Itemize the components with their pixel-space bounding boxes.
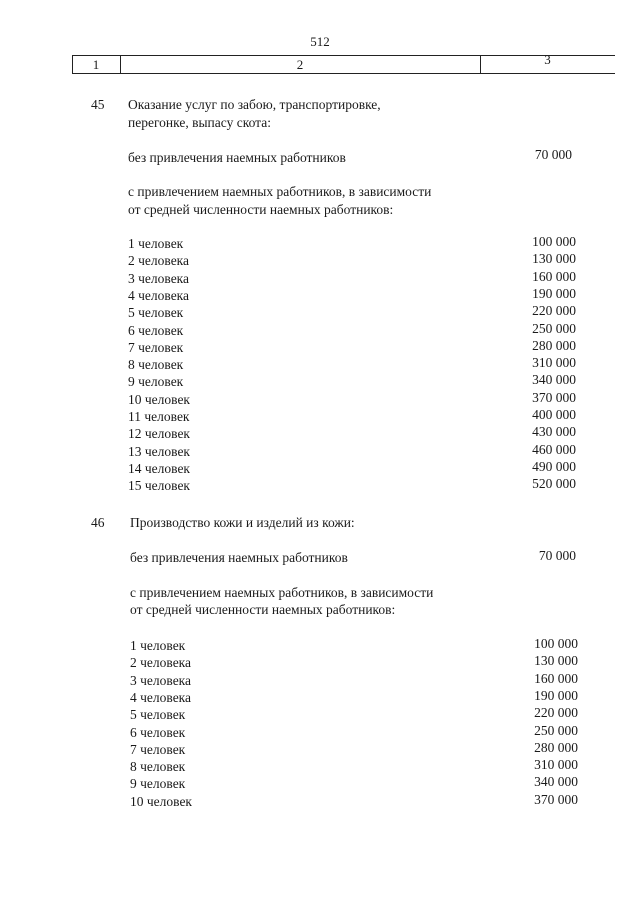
- row-value: 220 000: [534, 705, 578, 721]
- row-label: 9 человек: [128, 374, 184, 390]
- row-value: 130 000: [532, 251, 576, 267]
- row-value: 160 000: [532, 268, 576, 284]
- row-value: 100 000: [534, 636, 578, 651]
- row-value: 310 000: [534, 757, 578, 773]
- with-hired-label: с привлечением наемных работников, в зависимости: [128, 184, 432, 199]
- row-label: 15 человек: [128, 478, 190, 494]
- row-label: 14 человек: [128, 460, 190, 476]
- row-value: 430 000: [532, 424, 576, 440]
- row-value: 160 000: [534, 670, 578, 686]
- section-title: перегонке, выпасу скота:: [128, 115, 271, 130]
- row-value: 220 000: [532, 303, 576, 319]
- without-hired-label: без привлечения наемных работников: [130, 550, 348, 565]
- row-value: 130 000: [534, 653, 578, 669]
- section-number: 46: [91, 515, 105, 530]
- row-value: 460 000: [532, 441, 576, 457]
- without-hired-value: 70 000: [538, 548, 576, 563]
- section-title: Производство кожи и изделий из кожи:: [130, 515, 355, 530]
- section-title: Оказание услуг по забою, транспортировке,: [128, 97, 381, 112]
- header-col-3: 3: [544, 52, 551, 67]
- row-label: 5 человек: [128, 305, 184, 321]
- row-value: 190 000: [534, 687, 578, 703]
- without-hired-value: 70 000: [534, 147, 572, 162]
- row-label: 9 человек: [130, 776, 186, 792]
- row-label: 1 человек: [130, 638, 186, 653]
- row-value: 100 000: [532, 234, 576, 249]
- header-col-2: 2: [296, 57, 304, 72]
- row-value: 250 000: [532, 320, 576, 336]
- with-hired-label: от средней численности наемных работников:: [130, 602, 396, 617]
- row-value: 370 000: [532, 389, 576, 405]
- row-label: 3 человека: [128, 270, 190, 286]
- row-label: 7 человек: [130, 741, 186, 757]
- row-label: 3 человека: [130, 672, 192, 688]
- table-header: [72, 52, 615, 77]
- row-label: 7 человек: [128, 339, 184, 355]
- page-number: 512: [310, 34, 330, 49]
- with-hired-label: от средней численности наемных работников:: [128, 202, 394, 217]
- row-value: 250 000: [534, 722, 578, 738]
- row-label: 5 человек: [130, 707, 186, 723]
- row-label: 11 человек: [128, 409, 190, 424]
- row-label: 10 человек: [128, 391, 190, 407]
- row-label: 13 человек: [128, 443, 190, 459]
- header-bottom-rule: [72, 73, 615, 74]
- row-value: 370 000: [534, 791, 578, 807]
- row-label: 2 человека: [130, 655, 192, 671]
- row-value: 490 000: [532, 458, 576, 474]
- row-label: 6 человек: [130, 724, 186, 740]
- row-label: 10 человек: [130, 793, 192, 809]
- row-value: 190 000: [532, 285, 576, 301]
- row-label: 4 человека: [128, 287, 190, 303]
- without-hired-label: без привлечения наемных работников: [128, 150, 346, 165]
- row-value: 520 000: [532, 476, 576, 492]
- row-value: 340 000: [534, 774, 578, 790]
- section-number: 45: [91, 97, 105, 112]
- row-label: 8 человек: [130, 759, 186, 775]
- row-label: 1 человек: [128, 236, 184, 251]
- row-value: 280 000: [534, 739, 578, 755]
- with-hired-label: с привлечением наемных работников, в зависимости: [130, 585, 434, 600]
- row-label: 2 человека: [128, 253, 190, 269]
- row-value: 280 000: [532, 337, 576, 353]
- row-value: 340 000: [532, 372, 576, 388]
- row-value: 310 000: [532, 355, 576, 371]
- row-label: 12 человек: [128, 426, 190, 442]
- row-value: 400 000: [532, 407, 576, 422]
- row-label: 8 человек: [128, 357, 184, 373]
- row-label: 4 человека: [130, 689, 192, 705]
- header-col-1: 1: [92, 57, 100, 72]
- row-label: 6 человек: [128, 322, 184, 338]
